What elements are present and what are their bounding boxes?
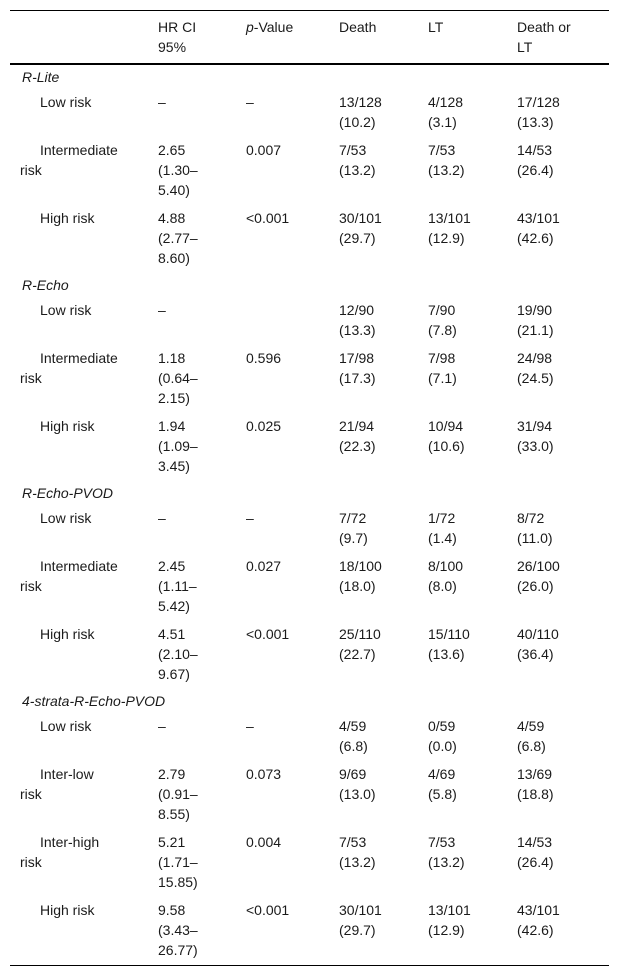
death-or-lt-cell-line: 26/100 [517,558,560,574]
death-cell-line: (13.0) [339,786,376,802]
lt-cell-line: 4/128 [428,94,464,110]
hr-ci-cell [158,829,246,897]
death-cell [339,761,428,829]
header-p-rest: -Value [253,19,294,35]
risk-table-container [10,10,609,966]
death-or-lt-cell [517,413,609,481]
row-label [10,89,158,137]
death-or-lt-cell [517,297,609,345]
death-cell-line: 12/90 [339,302,375,318]
p-value-cell [246,553,339,621]
header-hr-line1: HR CI [158,19,197,35]
lt-cell-line: 0/59 [428,718,456,734]
death-or-lt-cell-line: (36.4) [517,646,554,662]
header-empty [10,11,158,65]
row-label [10,413,158,481]
lt-cell [428,829,517,897]
death-or-lt-cell [517,621,609,689]
table-row [10,897,609,966]
hr-ci-cell [158,621,246,689]
lt-cell-line: (7.8) [428,322,457,338]
death-or-lt-cell-line: (42.6) [517,922,554,938]
section-title: R-Lite [22,69,60,85]
death-cell [339,897,428,966]
row-label-line: risk [20,786,42,802]
p-value-cell-line: 0.073 [246,766,282,782]
death-or-lt-cell [517,89,609,137]
death-cell-line: (13.2) [339,162,376,178]
p-value-cell [246,505,339,553]
death-cell-line: 9/69 [339,766,367,782]
lt-cell [428,713,517,761]
p-value-cell [246,345,339,413]
row-label-line: risk [20,578,42,594]
hr-ci-cell [158,505,246,553]
lt-cell-line: (12.9) [428,230,465,246]
hr-ci-cell-line: 3.45) [158,458,190,474]
death-or-lt-cell [517,829,609,897]
death-or-lt-cell-line: (24.5) [517,370,554,386]
death-cell [339,345,428,413]
lt-cell [428,553,517,621]
header-lt: LT [428,19,444,35]
row-label-line: Intermediate [40,142,118,158]
hr-ci-cell-line: (1.09– [158,438,198,454]
hr-ci-cell-line: – [158,718,166,734]
death-cell-line: (13.2) [339,854,376,870]
death-cell-line: 4/59 [339,718,367,734]
lt-cell [428,413,517,481]
lt-cell [428,761,517,829]
hr-ci-cell-line: (1.30– [158,162,198,178]
death-or-lt-cell [517,505,609,553]
row-label-line: Low risk [40,718,92,734]
p-value-cell [246,829,339,897]
row-label [10,505,158,553]
p-value-cell [246,205,339,273]
death-cell-line: 13/128 [339,94,382,110]
hr-ci-cell [158,205,246,273]
p-value-cell [246,621,339,689]
death-or-lt-cell-line: (26.4) [517,854,554,870]
lt-cell-line: 13/101 [428,210,471,226]
death-or-lt-cell [517,761,609,829]
lt-cell [428,345,517,413]
p-value-cell-line: – [246,510,254,526]
death-or-lt-cell-line: (26.4) [517,162,554,178]
hr-ci-cell-line: 5.42) [158,598,190,614]
p-value-cell [246,89,339,137]
p-value-cell [246,297,339,345]
section-row [10,273,609,297]
table-row [10,137,609,205]
death-or-lt-cell [517,345,609,413]
table-row [10,829,609,897]
death-or-lt-cell-line: (13.3) [517,114,554,130]
death-or-lt-cell [517,137,609,205]
lt-cell-line: (8.0) [428,578,457,594]
header-p-value [246,11,339,65]
row-label-line: Inter-high [40,834,100,850]
death-cell [339,621,428,689]
death-or-lt-cell-line: 17/128 [517,94,560,110]
lt-cell-line: 7/53 [428,142,456,158]
hr-ci-cell-line: (2.77– [158,230,198,246]
hr-ci-cell-line: 9.67) [158,666,190,682]
death-cell-line: (10.2) [339,114,376,130]
row-label-line: High risk [40,902,95,918]
row-label-line: Intermediate [40,558,118,574]
row-label [10,205,158,273]
p-value-cell-line: – [246,94,254,110]
row-label-line: Low risk [40,302,92,318]
section-row [10,481,609,505]
section-title: R-Echo-PVOD [22,485,114,501]
hr-ci-cell-line: – [158,94,166,110]
death-cell-line: (22.7) [339,646,376,662]
p-value-cell-line: – [246,718,254,734]
lt-cell [428,897,517,966]
hr-ci-cell-line: 8.60) [158,250,190,266]
lt-cell-line: 1/72 [428,510,456,526]
hr-ci-cell-line: 5.40) [158,182,190,198]
row-label [10,297,158,345]
death-or-lt-cell-line: 40/110 [517,626,559,642]
lt-cell-line: (7.1) [428,370,457,386]
header-dlt-line1: Death or [517,19,571,35]
table-body [10,64,609,966]
lt-cell-line: (3.1) [428,114,457,130]
row-label [10,761,158,829]
death-or-lt-cell-line: (11.0) [517,530,553,546]
table-row [10,553,609,621]
p-value-cell-line: 0.004 [246,834,282,850]
table-row [10,621,609,689]
hr-ci-cell-line: 5.21 [158,834,186,850]
row-label-line: risk [20,854,42,870]
row-label [10,137,158,205]
hr-ci-cell-line: 9.58 [158,902,186,918]
hr-ci-cell [158,345,246,413]
death-cell [339,413,428,481]
hr-ci-cell-line: 8.55) [158,806,190,822]
row-label [10,897,158,966]
hr-ci-cell-line: 15.85) [158,874,198,890]
death-cell-line: 17/98 [339,350,375,366]
table-row [10,89,609,137]
lt-cell [428,89,517,137]
hr-ci-cell-line: (3.43– [158,922,198,938]
row-label [10,713,158,761]
lt-cell-line: 8/100 [428,558,464,574]
death-cell-line: (17.3) [339,370,376,386]
p-value-cell-line: <0.001 [246,902,290,918]
death-cell [339,137,428,205]
death-or-lt-cell-line: 24/98 [517,350,553,366]
p-value-cell-line: 0.596 [246,350,282,366]
death-cell-line: 21/94 [339,418,375,434]
row-label [10,345,158,413]
row-label-line: Low risk [40,94,92,110]
death-cell [339,505,428,553]
header-hr-ci [158,11,246,65]
death-or-lt-cell-line: (33.0) [517,438,554,454]
death-cell-line: (22.3) [339,438,376,454]
lt-cell [428,505,517,553]
section-title: 4-strata-R-Echo-PVOD [22,693,166,709]
hr-ci-cell-line: (0.91– [158,786,198,802]
lt-cell-line: (1.4) [428,530,457,546]
lt-cell-line: (13.2) [428,162,465,178]
table-row [10,713,609,761]
death-or-lt-cell [517,713,609,761]
row-label-line: High risk [40,210,95,226]
hr-ci-cell-line: 2.15) [158,390,190,406]
section-row [10,689,609,713]
section-row [10,64,609,89]
death-or-lt-cell-line: (6.8) [517,738,546,754]
death-cell-line: 25/110 [339,626,381,642]
death-or-lt-cell-line: 14/53 [517,142,553,158]
p-value-cell [246,897,339,966]
table-row [10,761,609,829]
row-label-line: Intermediate [40,350,118,366]
table-row [10,345,609,413]
death-or-lt-cell-line: 43/101 [517,902,560,918]
death-cell [339,829,428,897]
lt-cell-line: (10.6) [428,438,465,454]
p-value-cell [246,413,339,481]
death-or-lt-cell-line: 14/53 [517,834,553,850]
hr-ci-cell-line: (0.64– [158,370,198,386]
p-value-cell-line: <0.001 [246,626,290,642]
lt-cell [428,621,517,689]
row-label-line: Low risk [40,510,92,526]
death-or-lt-cell-line: 8/72 [517,510,545,526]
death-cell-line: 7/53 [339,142,367,158]
table-row [10,205,609,273]
death-or-lt-cell [517,897,609,966]
lt-cell-line: 7/90 [428,302,456,318]
header-dlt-line2: LT [517,39,533,55]
lt-cell-line: 7/53 [428,834,456,850]
p-value-cell-line: 0.027 [246,558,282,574]
hr-ci-cell [158,761,246,829]
death-cell-line: 30/101 [339,902,382,918]
p-value-cell-line: <0.001 [246,210,290,226]
death-cell-line: (29.7) [339,230,376,246]
death-or-lt-cell-line: (21.1) [517,322,554,338]
p-value-cell-line: 0.025 [246,418,282,434]
death-or-lt-cell-line: 31/94 [517,418,553,434]
death-cell-line: 18/100 [339,558,382,574]
hr-ci-cell-line: (1.11– [158,578,197,594]
hr-ci-cell-line: 26.77) [158,942,198,958]
header-death: Death [339,19,377,35]
lt-cell-line: (13.2) [428,854,465,870]
hr-ci-cell-line: (2.10– [158,646,198,662]
death-or-lt-cell-line: (42.6) [517,230,554,246]
hr-ci-cell-line: 1.94 [158,418,186,434]
hr-ci-cell-line: – [158,510,166,526]
header-death-or-lt [517,11,609,65]
row-label-line: Inter-low [40,766,94,782]
row-label-line: risk [20,162,42,178]
death-cell-line: (9.7) [339,530,368,546]
hr-ci-cell-line: 2.65 [158,142,186,158]
header-row [10,11,609,65]
hr-ci-cell [158,297,246,345]
risk-stratification-table [10,10,609,966]
hr-ci-cell-line: (1.71– [158,854,198,870]
death-or-lt-cell-line: 43/101 [517,210,560,226]
death-cell [339,297,428,345]
lt-cell-line: (5.8) [428,786,457,802]
row-label-line: High risk [40,418,95,434]
hr-ci-cell-line: 4.51 [158,626,186,642]
death-cell [339,553,428,621]
lt-cell-line: 10/94 [428,418,464,434]
lt-cell [428,137,517,205]
table-row [10,413,609,481]
p-value-cell-line: 0.007 [246,142,282,158]
death-or-lt-cell-line: (26.0) [517,578,554,594]
table-row [10,505,609,553]
hr-ci-cell-line: 1.18 [158,350,186,366]
death-or-lt-cell-line: 4/59 [517,718,545,734]
row-label [10,553,158,621]
hr-ci-cell-line: 2.79 [158,766,186,782]
hr-ci-cell-line: 4.88 [158,210,186,226]
section-title: R-Echo [22,277,69,293]
hr-ci-cell [158,137,246,205]
death-or-lt-cell-line: (18.8) [517,786,554,802]
row-label [10,829,158,897]
p-value-cell [246,761,339,829]
death-or-lt-cell [517,553,609,621]
p-value-cell [246,713,339,761]
death-cell-line: (6.8) [339,738,368,754]
lt-cell-line: (13.6) [428,646,465,662]
p-value-cell [246,137,339,205]
death-cell-line: (29.7) [339,922,376,938]
death-cell-line: 30/101 [339,210,382,226]
row-label-line: High risk [40,626,95,642]
hr-ci-cell [158,89,246,137]
hr-ci-cell [158,413,246,481]
death-or-lt-cell-line: 19/90 [517,302,553,318]
death-or-lt-cell-line: 13/69 [517,766,553,782]
header-p-italic: p [246,19,254,35]
death-cell-line: 7/72 [339,510,367,526]
hr-ci-cell-line: 2.45 [158,558,186,574]
lt-cell [428,205,517,273]
lt-cell-line: (0.0) [428,738,457,754]
hr-ci-cell [158,713,246,761]
lt-cell-line: 15/110 [428,626,470,642]
death-cell-line: (13.3) [339,322,376,338]
lt-cell-line: 4/69 [428,766,456,782]
hr-ci-cell [158,897,246,966]
table-row [10,297,609,345]
lt-cell-line: 13/101 [428,902,471,918]
lt-cell-line: (12.9) [428,922,465,938]
death-cell [339,713,428,761]
row-label [10,621,158,689]
row-label-line: risk [20,370,42,386]
lt-cell-line: 7/98 [428,350,456,366]
death-or-lt-cell [517,205,609,273]
death-cell-line: (18.0) [339,578,376,594]
death-cell [339,205,428,273]
death-cell [339,89,428,137]
header-hr-line2: 95% [158,39,187,55]
hr-ci-cell [158,553,246,621]
table-header [10,11,609,65]
death-cell-line: 7/53 [339,834,367,850]
lt-cell [428,297,517,345]
hr-ci-cell-line: – [158,302,166,318]
